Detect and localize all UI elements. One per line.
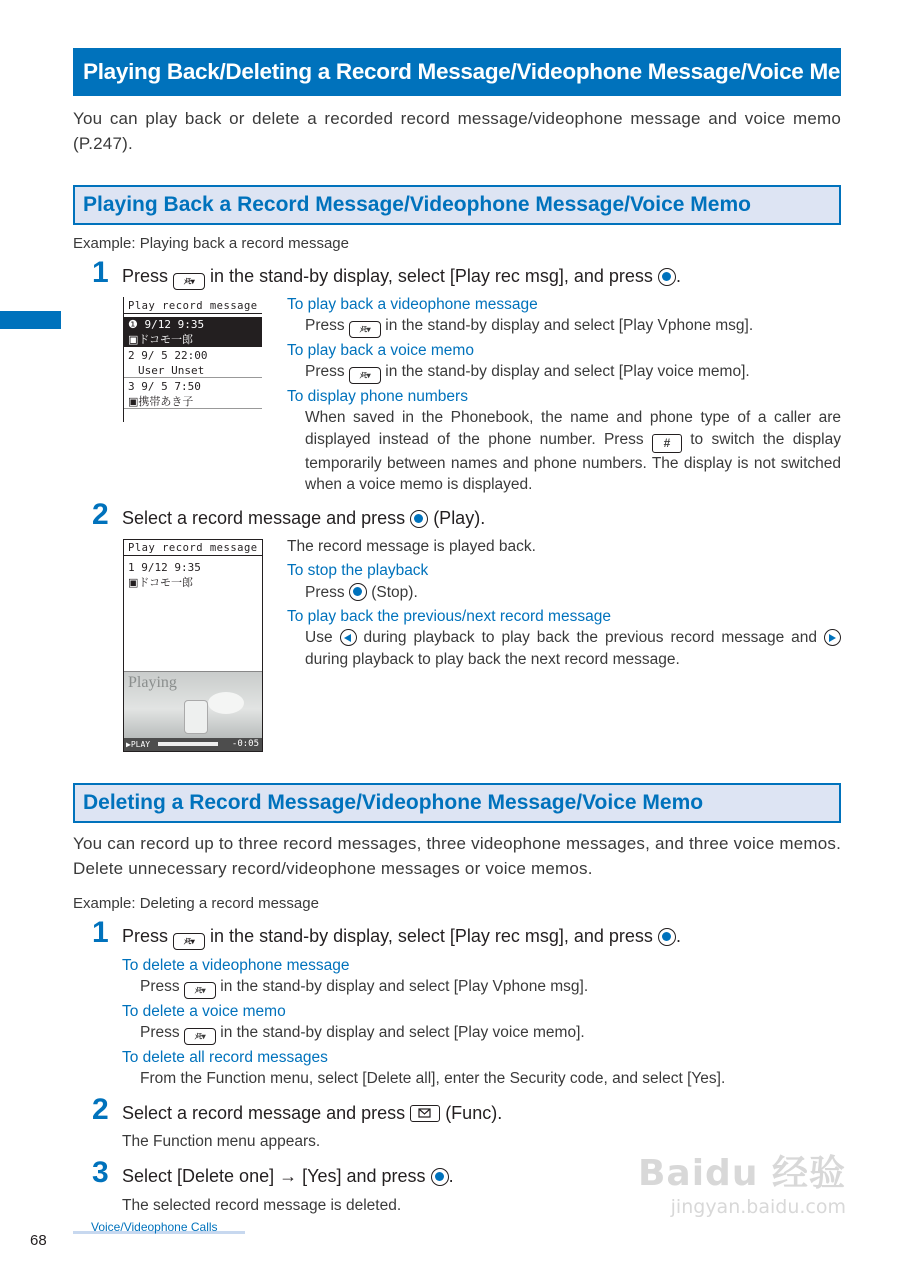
step-number: 2 (92, 1093, 109, 1126)
sidebar-marker (0, 311, 61, 329)
memo-key-icon: ﾒﾓ▾ (349, 367, 381, 384)
tip-heading: To delete a voice memo (122, 1003, 286, 1020)
list-item: 3 9/ 5 7:50 (128, 380, 201, 393)
arrow-icon: → (279, 1166, 298, 1186)
memo-key-icon: ﾒﾓ▾ (184, 982, 216, 999)
section-title-delete: Deleting a Record Message/Videophone Message/Voice Memo (73, 783, 841, 823)
hash-key-icon: # (652, 434, 682, 453)
tip-heading: To play back a voice memo (287, 342, 474, 359)
intro-text: You can play back or delete a recorded record message/videophone message and voice memo (P.247). (73, 109, 841, 153)
list-item-name: User Unset (124, 363, 262, 378)
enter-key-icon (349, 583, 367, 601)
step-text: Select a record message and press (Play). (122, 508, 486, 528)
list-item: ❶ 9/12 9:35 (124, 317, 262, 332)
page-title: Playing Back/Deleting a Record Message/Videophone Message/Voice Memo (73, 48, 841, 96)
phone-screen-playing (123, 539, 263, 752)
tip-body: Press ﾒﾓ▾ in the stand-by display and select [Play Vphone msg]. (140, 976, 588, 999)
tip-body: Press ﾒﾓ▾ in the stand-by display and select [Play Vphone msg]. (305, 315, 753, 338)
tip-body: Press (Stop). (305, 584, 418, 601)
section-title-playback: Playing Back a Record Message/Videophone Message/Voice Memo (73, 185, 841, 225)
tip-heading: To stop the playback (287, 562, 429, 579)
left-key-icon (340, 629, 357, 646)
footer-section-label: Voice/Videophone Calls (73, 1220, 245, 1234)
enter-key-icon (658, 928, 676, 946)
right-key-icon (824, 629, 841, 646)
list-item-name: ▣ドコモ一郎 (128, 576, 193, 589)
phone-screen-list (123, 297, 262, 422)
playing-label: Playing (128, 674, 177, 691)
result-text: The selected record message is deleted. (122, 1197, 402, 1214)
step-text: Select [Delete one] → [Yes] and press . (122, 1166, 454, 1186)
step-number: 3 (92, 1156, 109, 1189)
memo-key-icon: ﾒﾓ▾ (173, 933, 205, 950)
screen-header: Play record message (124, 541, 262, 556)
tip-body: Press ﾒﾓ▾ in the stand-by display and select [Play voice memo]. (140, 1022, 585, 1045)
progress-bar (158, 742, 218, 746)
tip-heading: To display phone numbers (287, 388, 468, 405)
result-text: The record message is played back. (287, 538, 536, 555)
list-item: 2 9/ 5 22:00 (128, 349, 208, 362)
step-number: 1 (92, 256, 109, 289)
example-label: Example: Deleting a record message (73, 895, 319, 912)
tip-heading: To delete all record messages (122, 1049, 328, 1066)
step-text: Press ﾒﾓ▾ in the stand-by display, select [Play rec msg], and press . (122, 264, 681, 290)
list-item: 1 9/12 9:35 (128, 561, 201, 574)
watermark (638, 1145, 846, 1218)
bubble-icon (208, 692, 244, 714)
enter-key-icon (658, 268, 676, 286)
example-label: Example: Playing back a record message (73, 235, 349, 252)
play-label: ▶PLAY (126, 740, 151, 749)
step-text: Press ﾒﾓ▾ in the stand-by display, select [Play rec msg], and press . (122, 924, 681, 950)
playing-image (124, 671, 262, 739)
list-item-name: ▣ドコモ一郎 (124, 332, 262, 347)
watermark-url: jingyan.baidu.com (670, 1196, 846, 1218)
playback-bar (124, 738, 262, 751)
result-text: The Function menu appears. (122, 1133, 321, 1150)
tip-body: Use during playback to play back the previous record message and during playback to play back the next record message. (305, 627, 841, 670)
tip-body: From the Function menu, select [Delete all], enter the Security code, and select [Yes]. (140, 1070, 726, 1087)
memo-key-icon: ﾒﾓ▾ (184, 1028, 216, 1045)
page-number: 68 (30, 1232, 47, 1249)
watermark-logo: Baidu 经验 (637, 1153, 846, 1194)
screen-header: Play record message (124, 299, 262, 314)
tip-heading: To play back a videophone message (287, 296, 538, 313)
step-text: Select a record message and press (Func). (122, 1103, 503, 1123)
time-remaining: -0:05 (231, 739, 259, 749)
memo-key-icon: ﾒﾓ▾ (173, 273, 205, 290)
tip-body: Press ﾒﾓ▾ in the stand-by display and select [Play voice memo]. (305, 361, 750, 384)
enter-key-icon (410, 510, 428, 528)
section-intro: You can record up to three record messages, three videophone messages, and three voice memos. Delete unnecessary record/videophone messages or voice memos. (73, 834, 841, 878)
phone-illustration-icon (184, 700, 208, 734)
tip-body: When saved in the Phonebook, the name and phone type of a caller are displayed instead of the phone number. Press # to switch the display temporarily between names and phone numbers. The display is not switched when a voice memo is displayed. (305, 409, 841, 493)
step-number: 2 (92, 498, 109, 531)
memo-key-icon: ﾒﾓ▾ (349, 321, 381, 338)
tip-heading: To play back the previous/next record message (287, 608, 611, 625)
tip-heading: To delete a videophone message (122, 957, 350, 974)
list-item-name: ▣携帯あき子 (124, 394, 262, 409)
enter-key-icon (431, 1168, 449, 1186)
mail-key-icon (410, 1105, 440, 1122)
step-number: 1 (92, 916, 109, 949)
